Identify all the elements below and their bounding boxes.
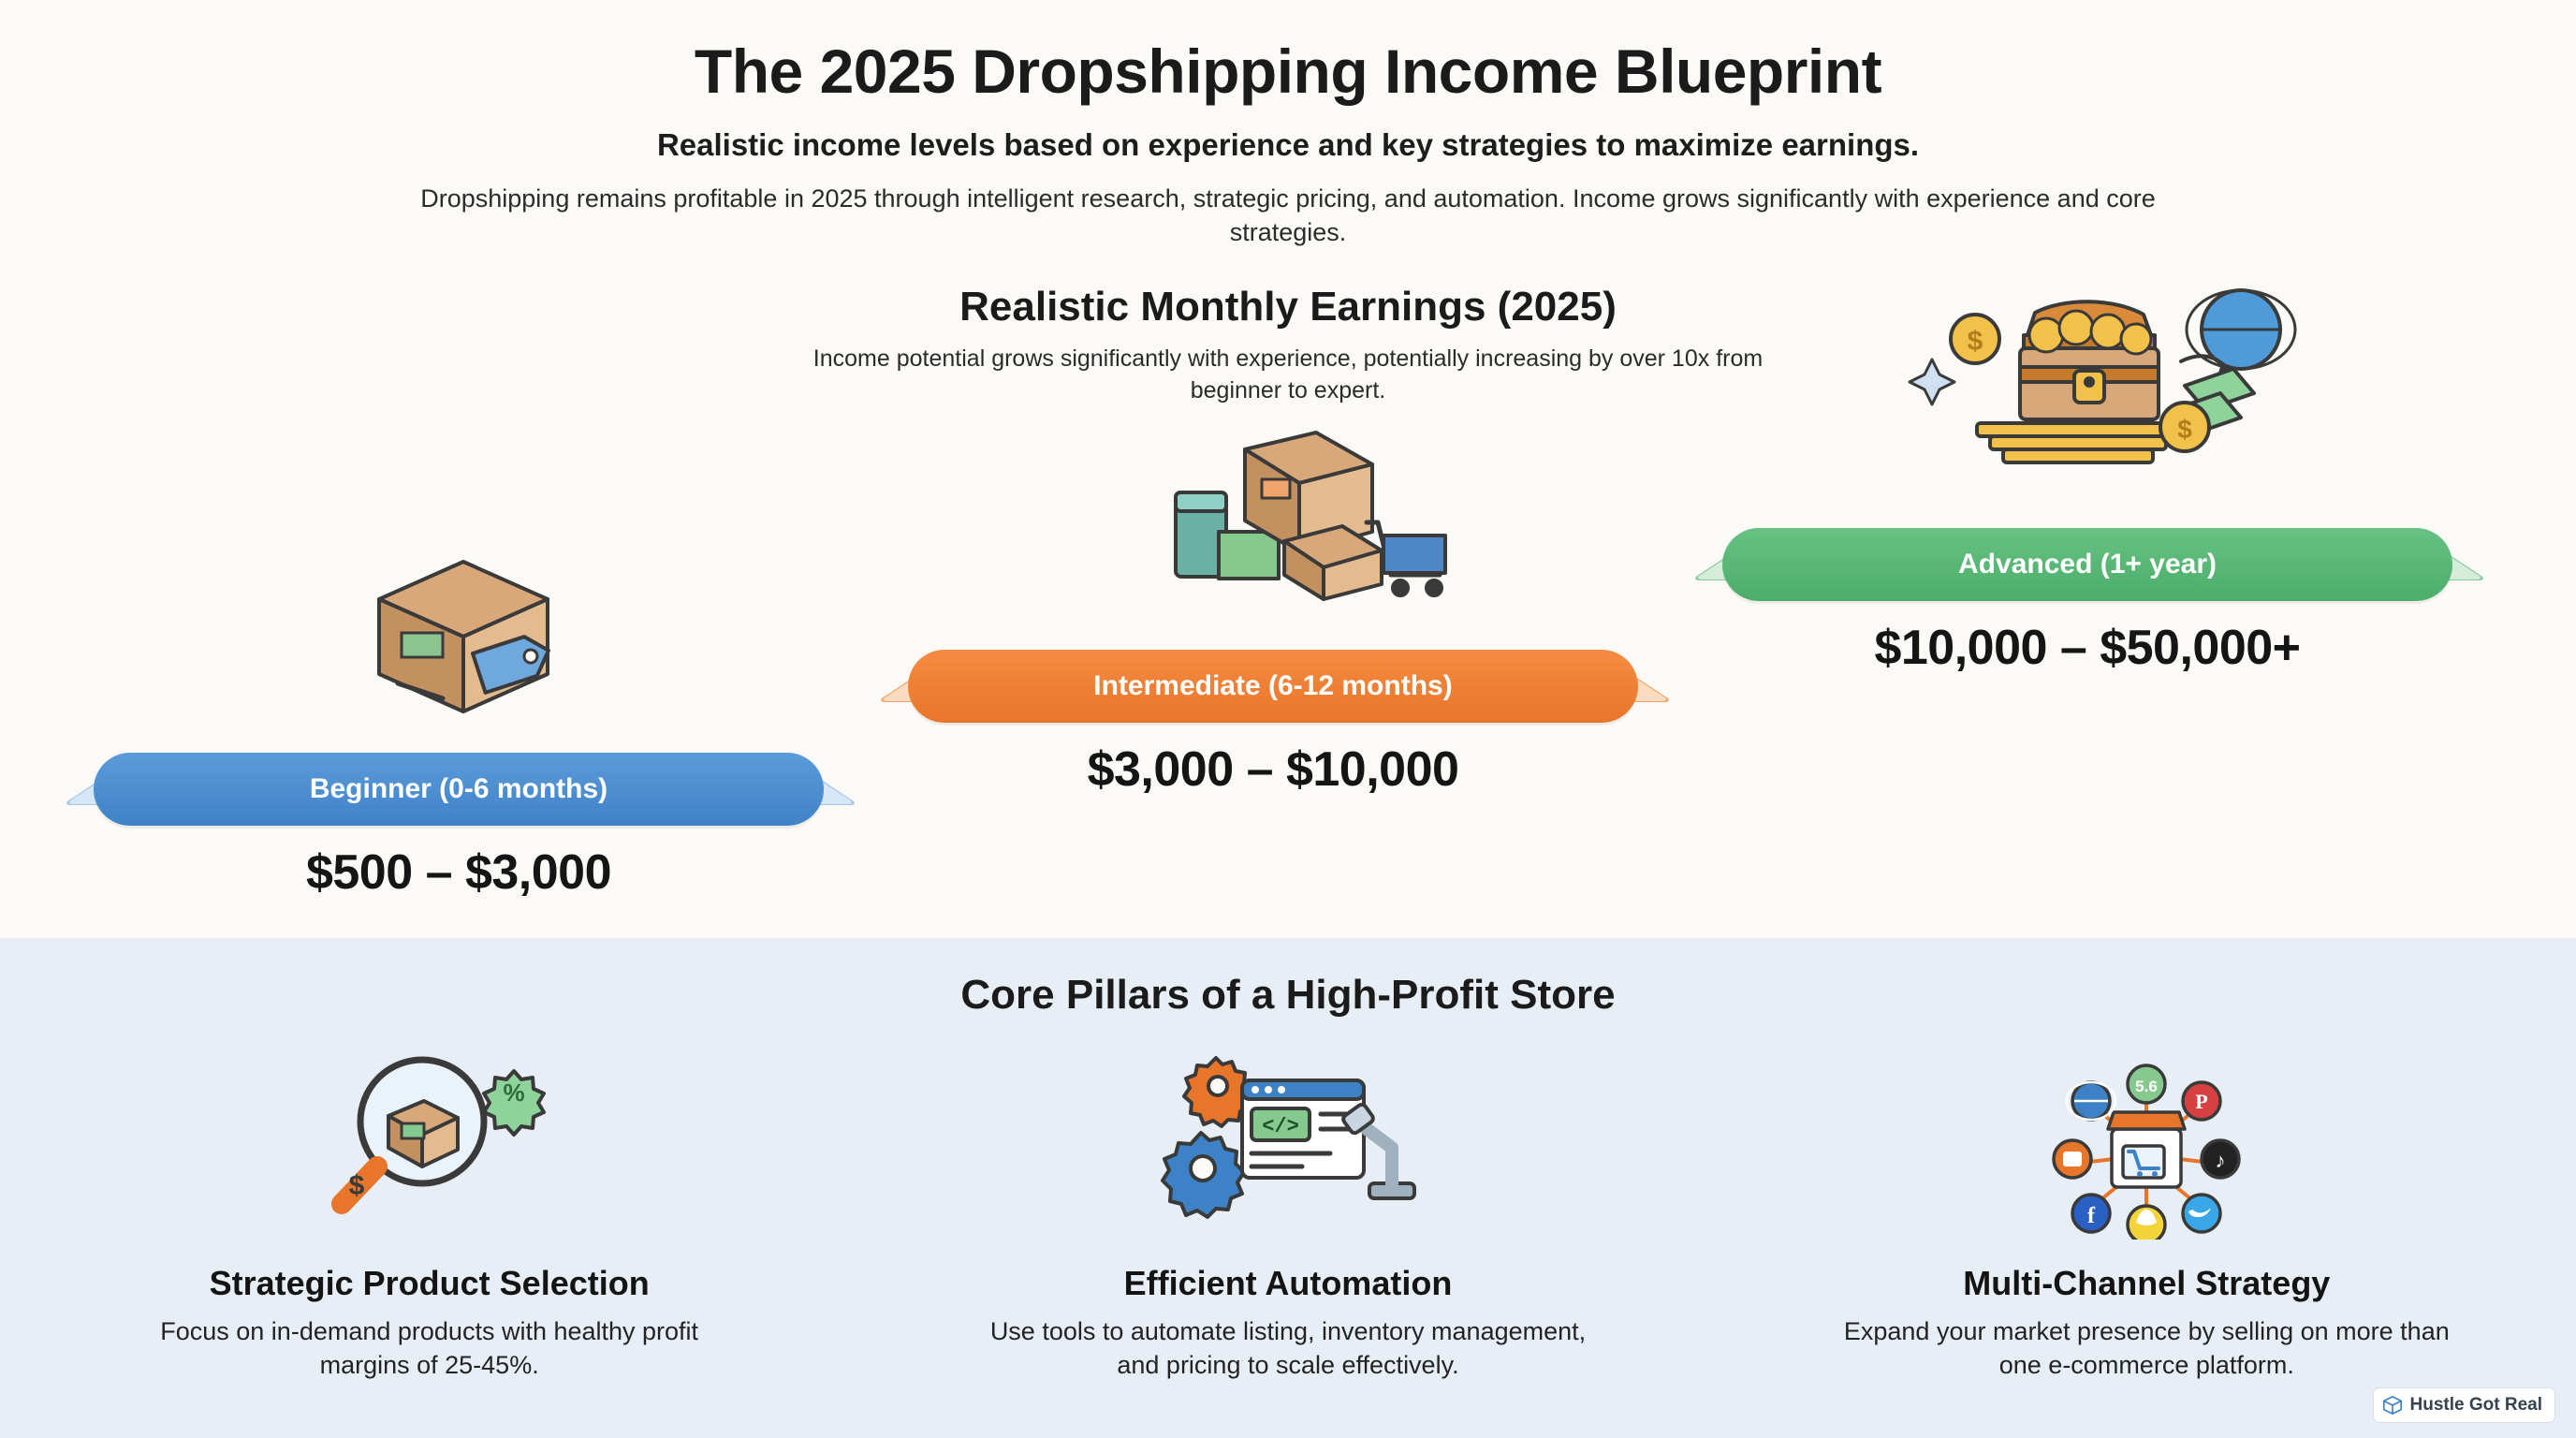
svg-text:$: $ <box>348 1170 364 1201</box>
pillars-group <box>0 1024 2576 1383</box>
tier-card-intermediate <box>871 403 1676 798</box>
gears-code-window-robot-arm-icon <box>904 1024 1672 1258</box>
tier-amount-beginner: $500 – $3,000 <box>305 845 612 900</box>
svg-text:5.6: 5.6 <box>2135 1078 2159 1095</box>
earnings-section-title: Realistic Monthly Earnings (2025) <box>959 283 1617 330</box>
tier-amount-advanced: $10,000 – $50,000+ <box>1874 621 2301 675</box>
pillar-card-automation <box>904 1024 1672 1383</box>
pillar-description-automation: Use tools to automate listing, inventory management, and pricing to scale effectively. <box>989 1317 1587 1380</box>
pillars-section-title: Core Pillars of a High-Profit Store <box>960 972 1616 1018</box>
cube-logo-icon <box>2382 1395 2403 1416</box>
svg-text:P: P <box>2195 1090 2209 1113</box>
svg-text:♪: ♪ <box>2215 1149 2226 1172</box>
pillar-title-product-selection: Strategic Product Selection <box>209 1264 650 1302</box>
tier-group <box>0 281 2576 936</box>
page-title: The 2025 Dropshipping Income Blueprint <box>694 37 1882 106</box>
magnifying-glass-over-box-icon <box>46 1024 813 1258</box>
stacked-boxes-and-shopping-cart-icon <box>871 403 1676 637</box>
svg-text:f: f <box>2087 1204 2096 1228</box>
svg-text:$: $ <box>1967 326 1983 357</box>
watermark <box>2373 1387 2555 1423</box>
tier-card-advanced <box>1685 281 2490 676</box>
pillar-card-product-selection <box>46 1024 813 1383</box>
pillar-card-multichannel <box>1763 1024 2530 1383</box>
tier-label-beginner: Beginner (0-6 months) <box>94 753 824 826</box>
pillar-title-automation: Efficient Automation <box>1123 1264 1453 1302</box>
tier-amount-intermediate: $3,000 – $10,000 <box>1087 742 1459 797</box>
tier-label-intermediate: Intermediate (6-12 months) <box>908 650 1638 723</box>
intro-paragraph: Dropshipping remains profitable in 2025 through intelligent research, strategic pricing, and automation. Income grows significantly with experience and core strategies. <box>420 184 2156 247</box>
svg-text:</>: </> <box>1262 1115 1299 1138</box>
pillar-description-multichannel: Expand your market presence by selling on more than one e-commerce platform. <box>1843 1317 2450 1380</box>
watermark-label: Hustle Got Real <box>2409 1395 2542 1415</box>
svg-text:$: $ <box>2177 415 2192 444</box>
pillar-description-product-selection: Focus on in-demand products with healthy profit margins of 25-45%. <box>160 1317 699 1380</box>
svg-text:%: % <box>503 1078 525 1107</box>
pillars-section <box>0 938 2576 1438</box>
tier-card-beginner <box>56 506 861 901</box>
page-subtitle: Realistic income levels based on experience and key strategies to maximize earnings. <box>656 127 1920 162</box>
pillar-title-multichannel: Multi-Channel Strategy <box>1963 1264 2331 1302</box>
tier-label-advanced: Advanced (1+ year) <box>1722 528 2452 601</box>
storefront-with-social-channels-icon <box>1763 1024 2530 1258</box>
parcel-box-with-price-tag-icon <box>56 506 861 740</box>
earnings-section-subtitle: Income potential grows significantly with experience, potentially increasing by over 10x from beginner to expert. <box>812 345 1764 404</box>
header <box>0 0 2576 250</box>
treasure-chest-with-coins-and-globe-icon <box>1685 281 2490 515</box>
